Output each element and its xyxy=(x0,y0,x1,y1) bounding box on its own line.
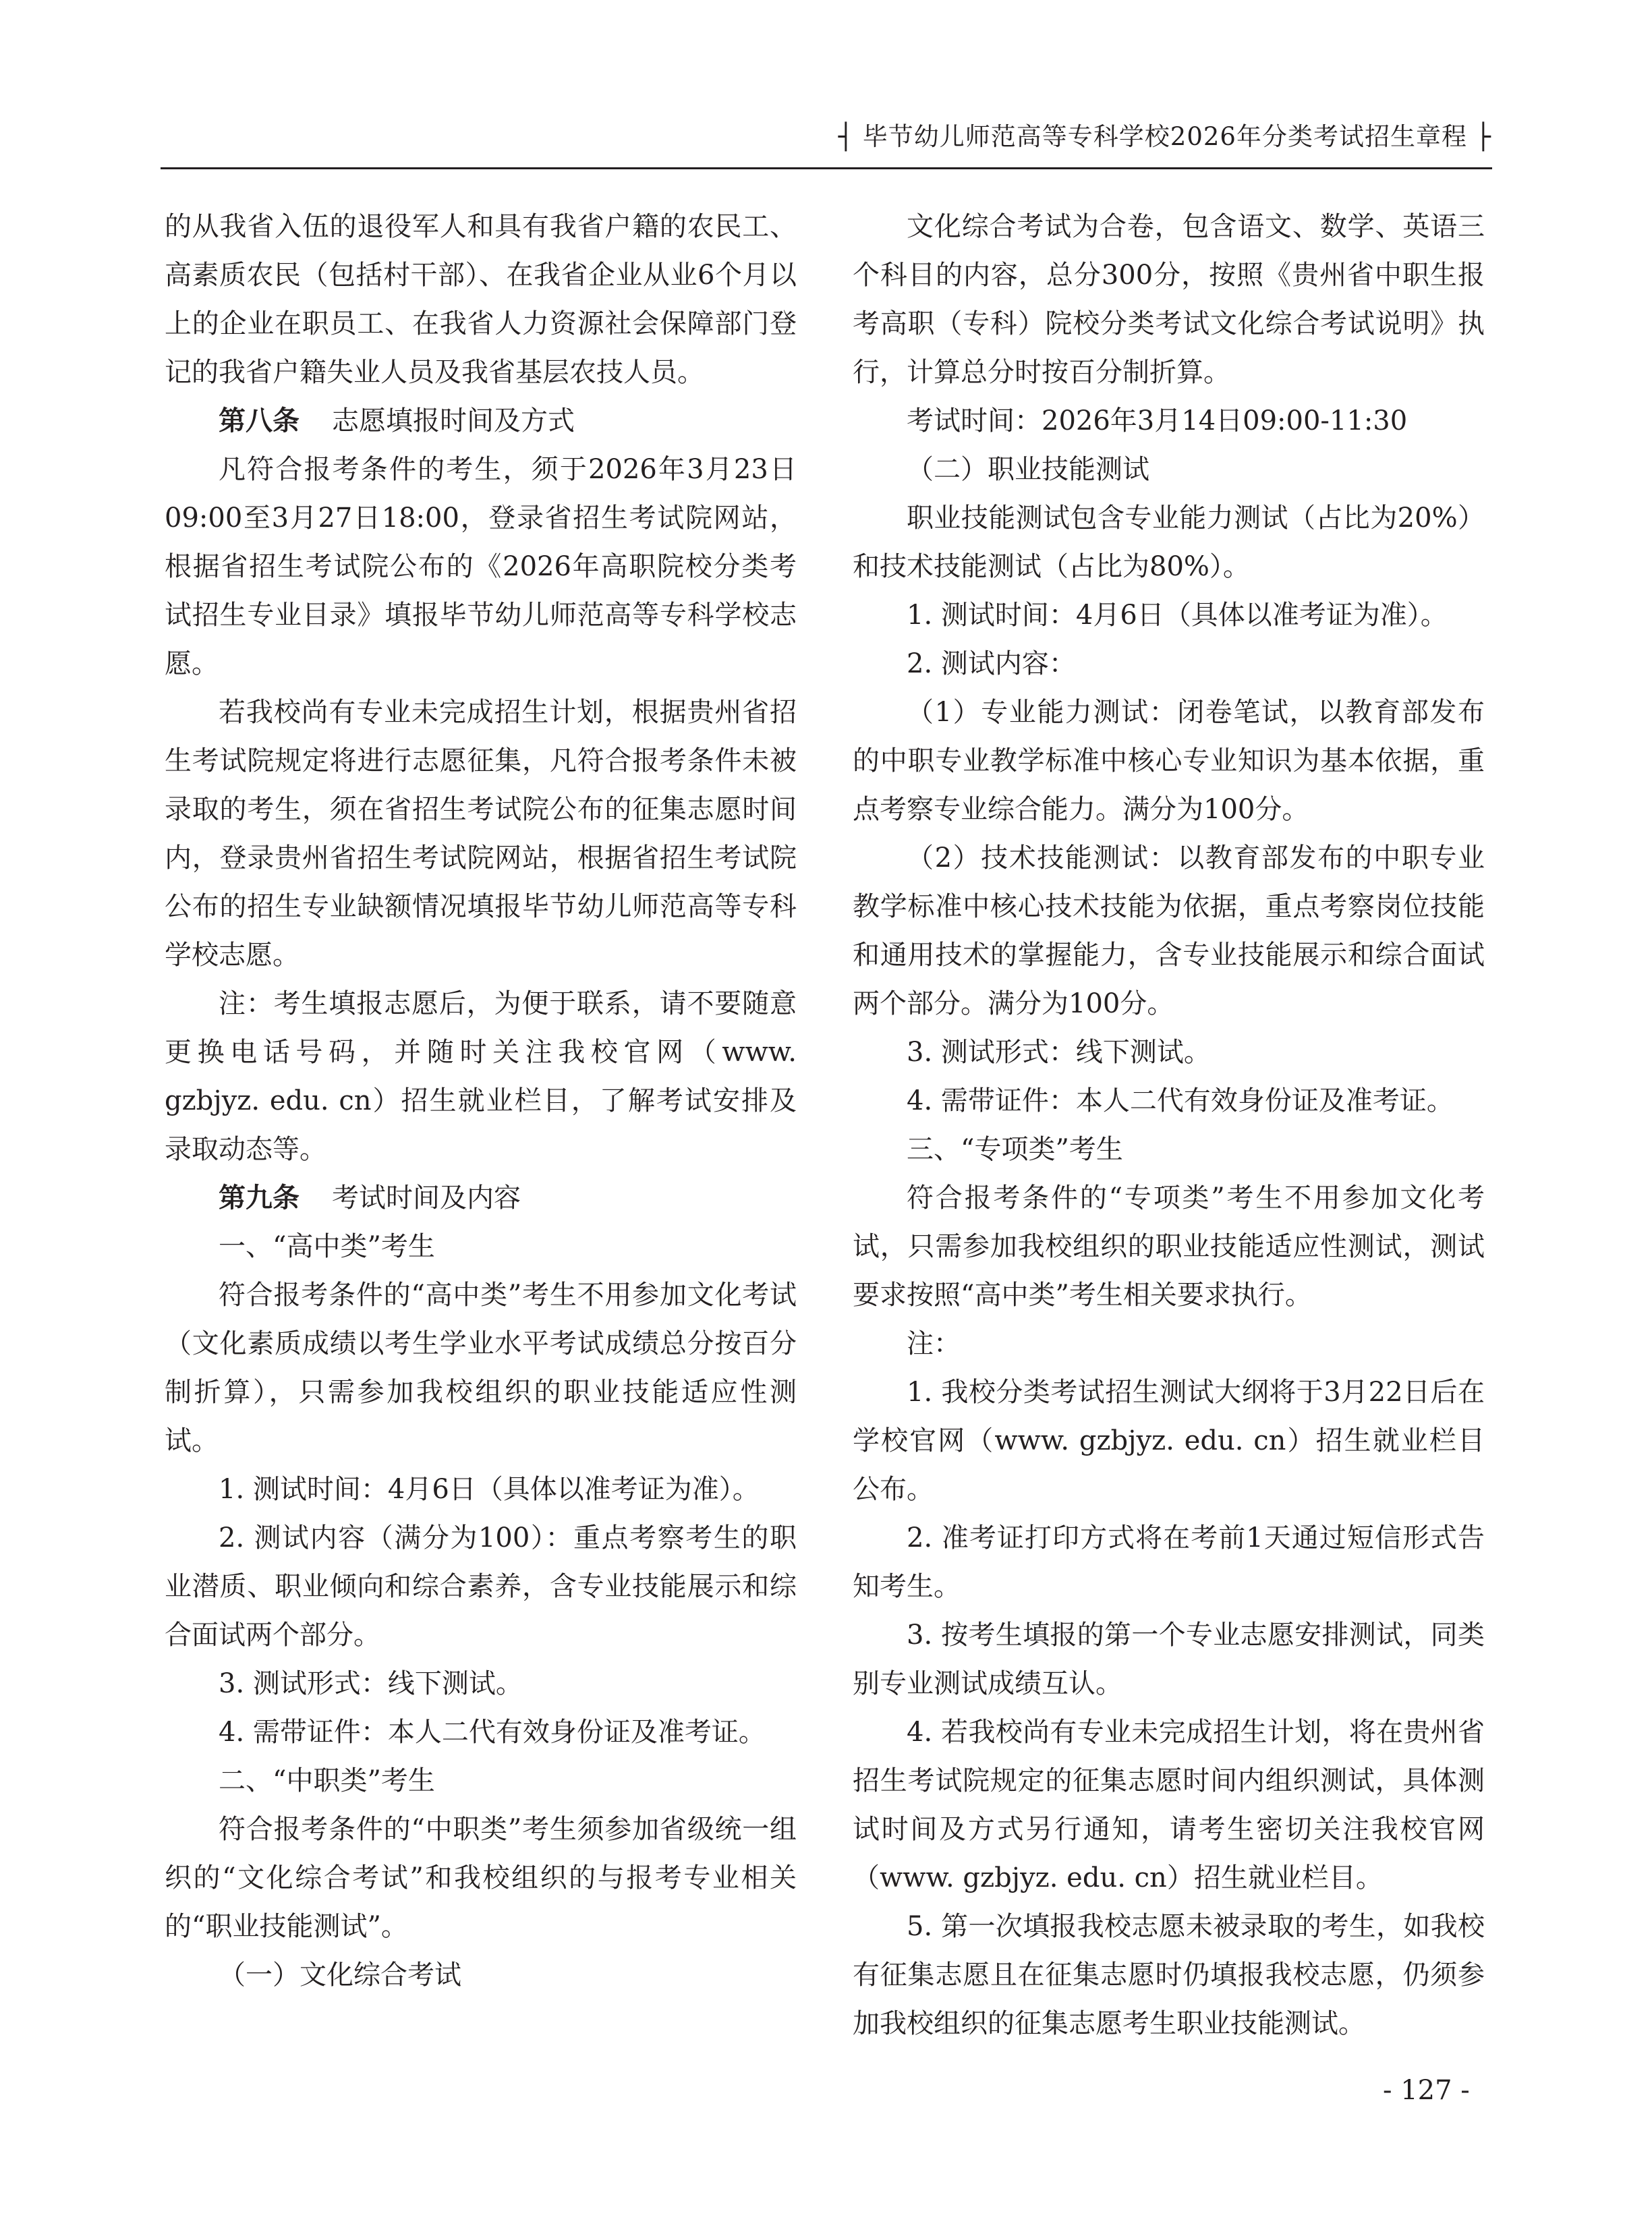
article-title: 志愿填报时间及方式 xyxy=(332,405,575,436)
list-item: 1. 测试时间：4月6日（具体以准考证为准）。 xyxy=(219,1474,760,1505)
note-item: 2. 准考证打印方式将在考前1天通过短信形式告知考生。 xyxy=(853,1522,1485,1602)
header-rule xyxy=(161,167,1492,169)
list-item: 1. 测试时间：4月6日（具体以准考证为准）。 xyxy=(907,600,1448,631)
section-heading: 二、“中职类”考生 xyxy=(219,1765,435,1796)
paragraph: 符合报考条件的“专项类”考生不用参加文化考试，只需参加我校组织的职业技能适应性测试，测试要求按照“高中类”考生相关要求执行。 xyxy=(853,1182,1485,1311)
article-label: 第九条 xyxy=(219,1182,300,1214)
paragraph: 的从我省入伍的退役军人和具有我省户籍的农民工、高素质农民（包括村干部）、在我省企业从业6个月以上的企业在职员工、在我省人力资源社会保障部门登记的我省户籍失业人员及我省基层农技人员。 xyxy=(165,211,797,388)
list-item: 4. 需带证件：本人二代有效身份证及准考证。 xyxy=(219,1717,766,1748)
page-number: - 127 - xyxy=(1383,2075,1470,2106)
list-item: （2）技术技能测试：以教育部发布的中职专业教学标准中核心技术技能为依据，重点考察岗位技能和通用技术的掌握能力，含专业技能展示和综合面试两个部分。满分为100分。 xyxy=(853,843,1485,1019)
header-right-mark: ├ xyxy=(1475,122,1491,151)
list-item: 2. 测试内容（满分为100）：重点考察考生的职业潜质、职业倾向和综合素养，含专业技能展示和综合面试两个部分。 xyxy=(165,1522,797,1651)
list-item: 4. 需带证件：本人二代有效身份证及准考证。 xyxy=(907,1085,1454,1116)
left-column xyxy=(165,202,797,1999)
article-heading xyxy=(165,397,797,445)
paragraph: 职业技能测试包含专业能力测试（占比为20%）和技术技能测试（占比为80%）。 xyxy=(853,503,1485,582)
article-heading xyxy=(165,1174,797,1222)
subsection-heading: （二）职业技能测试 xyxy=(907,454,1149,485)
note-item: 1. 我校分类考试招生测试大纲将于3月22日后在学校官网（www. gzbjyz. edu. cn）招生就业栏目公布。 xyxy=(853,1377,1485,1505)
paragraph: 注：考生填报志愿后，为便于联系，请不要随意更换电话号码，并随时关注我校官网（www. gzbjyz. edu. cn）招生就业栏目，了解考试安排及录取动态等。 xyxy=(165,988,797,1165)
list-item: 3. 测试形式：线下测试。 xyxy=(219,1668,523,1699)
section-heading: 一、“高中类”考生 xyxy=(219,1231,435,1262)
note-heading: 注： xyxy=(907,1328,961,1359)
header-left-mark: ┤ xyxy=(838,122,855,151)
list-item: （1）专业能力测试：闭卷笔试，以教育部发布的中职专业教学标准中核心专业知识为基本依据，重点考察专业综合能力。满分为100分。 xyxy=(853,697,1485,825)
list-item: 3. 测试形式：线下测试。 xyxy=(907,1037,1211,1068)
note-item: 3. 按考生填报的第一个专业志愿安排测试，同类别专业测试成绩互认。 xyxy=(853,1620,1485,1699)
paragraph: 若我校尚有专业未完成招生计划，根据贵州省招生考试院规定将进行志愿征集，凡符合报考条件未被录取的考生，须在省招生考试院公布的征集志愿时间内，登录贵州省招生考试院网站，根据省招生考试院公布的招生专业缺额情况填报毕节幼儿师范高等专科学校志愿。 xyxy=(165,697,797,971)
right-column xyxy=(853,202,1485,2048)
note-item: 4. 若我校尚有专业未完成招生计划，将在贵州省招生考试院规定的征集志愿时间内组织测试，具体测试时间及方式另行通知，请考生密切关注我校官网（www. gzbjyz. edu. cn）招生就业栏目。 xyxy=(853,1717,1485,1893)
article-label: 第八条 xyxy=(219,405,300,436)
article-title: 考试时间及内容 xyxy=(332,1182,521,1214)
note-item: 5. 第一次填报我校志愿未被录取的考生，如我校有征集志愿且在征集志愿时仍填报我校志愿，仍须参加我校组织的征集志愿考生职业技能测试。 xyxy=(853,1911,1485,2039)
section-heading: 三、“专项类”考生 xyxy=(907,1134,1123,1165)
subsection-heading: （一）文化综合考试 xyxy=(219,1960,461,1991)
paragraph: 考试时间：2026年3月14日09:00-11:30 xyxy=(907,405,1408,436)
paragraph: 文化综合考试为合卷，包含语文、数学、英语三个科目的内容，总分300分，按照《贵州省中职生报考高职（专科）院校分类考试文化综合考试说明》执行，计算总分时按百分制折算。 xyxy=(853,211,1485,388)
header-title: 毕节幼儿师范高等专科学校2026年分类考试招生章程 xyxy=(862,122,1467,151)
running-header xyxy=(838,116,1491,152)
list-item: 2. 测试内容： xyxy=(907,648,1076,679)
paragraph: 符合报考条件的“中职类”考生须参加省级统一组织的“文化综合考试”和我校组织的与报考专业相关的“职业技能测试”。 xyxy=(165,1814,797,1942)
paragraph: 符合报考条件的“高中类”考生不用参加文化考试（文化素质成绩以考生学业水平考试成绩总分按百分制折算），只需参加我校组织的职业技能适应性测试。 xyxy=(165,1280,797,1456)
paragraph: 凡符合报考条件的考生，须于2026年3月23日09:00至3月27日18:00，登录省招生考试院网站，根据省招生考试院公布的《2026年高职院校分类考试招生专业目录》填报毕节幼儿师范高等专科学校志愿。 xyxy=(165,454,797,679)
